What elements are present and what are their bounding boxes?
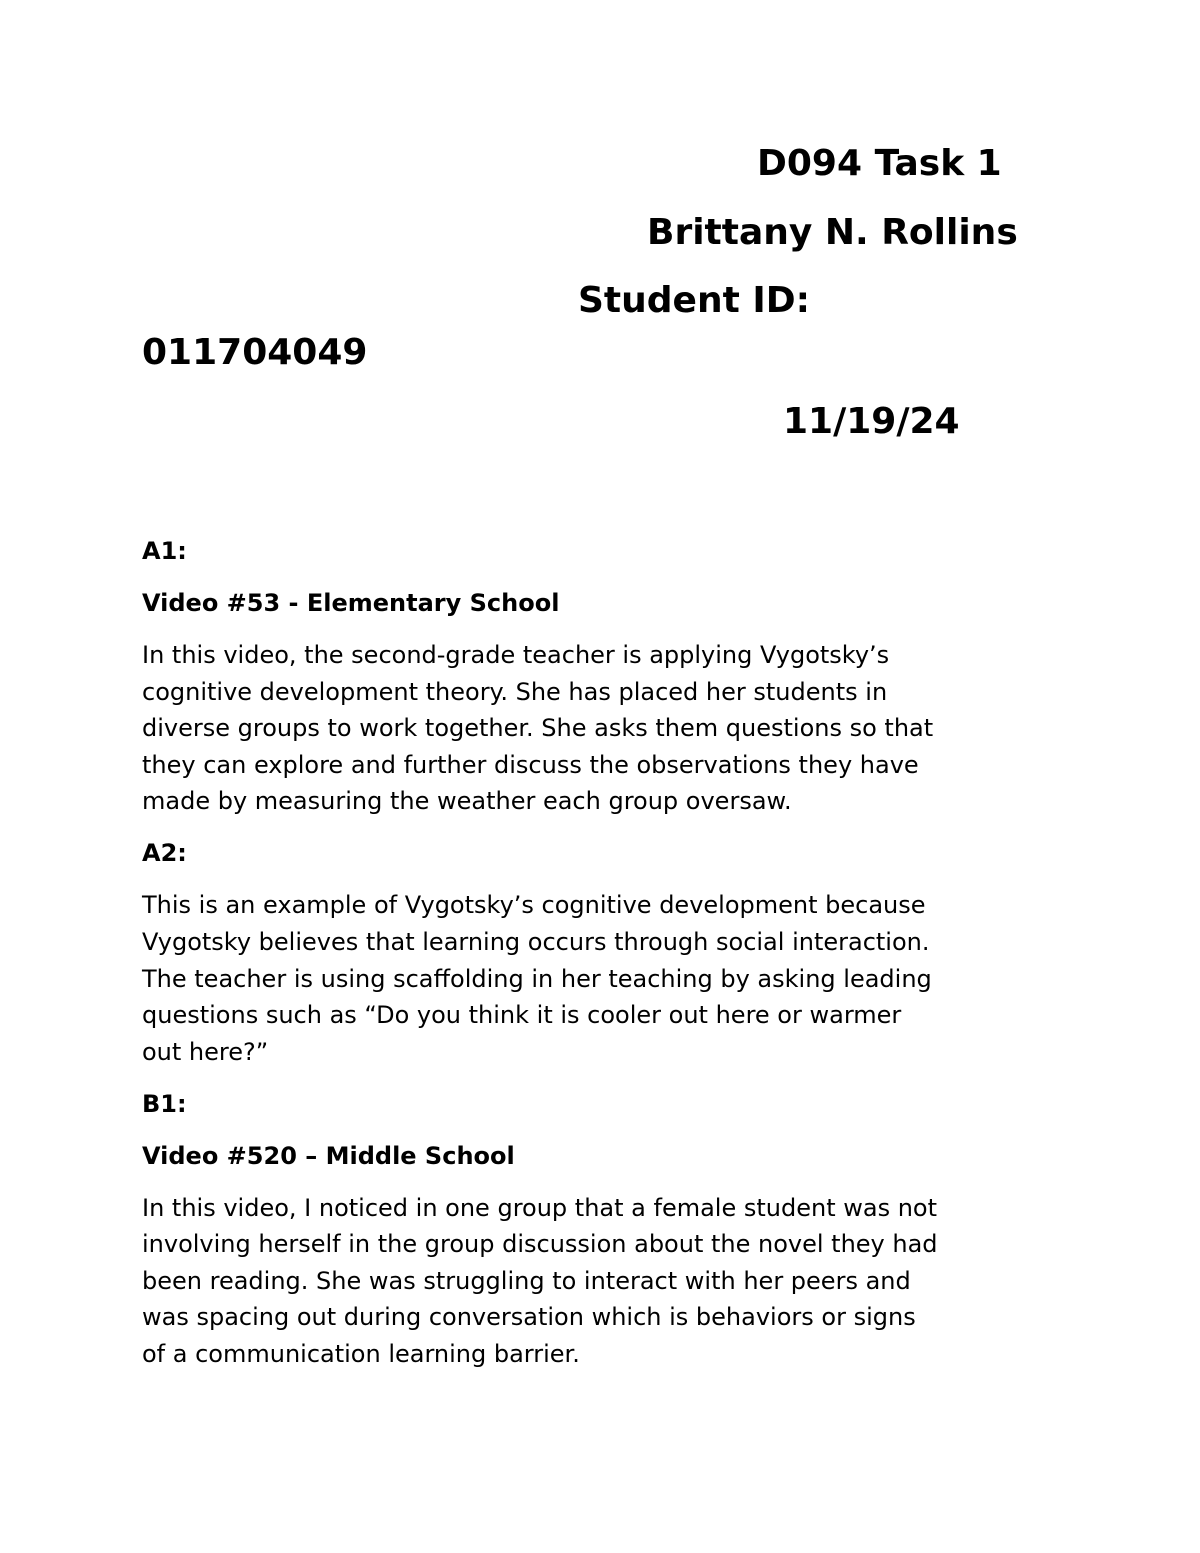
paragraph-a1 <box>142 637 1082 820</box>
document-body <box>142 533 1082 1388</box>
text-line: involving herself in the group discussion about the novel they had <box>142 1230 938 1259</box>
text-line: of a communication learning barrier. <box>142 1340 580 1369</box>
video-title-b1: Video #520 – Middle School <box>142 1141 515 1170</box>
student-id-label: Student ID: <box>578 280 810 321</box>
section-label-a1: A1: <box>142 537 187 565</box>
text-line: cognitive development theory. She has placed her students in <box>142 677 888 706</box>
task-title: D094 Task 1 <box>757 143 1002 184</box>
text-line: diverse groups to work together. She asks them questions so that <box>142 714 934 743</box>
document-date: 11/19/24 <box>783 401 960 442</box>
section-label-b1: B1: <box>142 1089 187 1118</box>
text-line: questions such as “Do you think it is cooler out here or warmer <box>142 1001 902 1030</box>
text-line: was spacing out during conversation which is behaviors or signs <box>142 1303 916 1332</box>
text-line: out here?” <box>142 1037 269 1066</box>
text-line: The teacher is using scaffolding in her teaching by asking leading <box>142 964 932 993</box>
text-line: been reading. She was struggling to interact with her peers and <box>142 1266 911 1295</box>
text-line: In this video, I noticed in one group that a female student was not <box>142 1193 937 1222</box>
text-line: made by measuring the weather each group oversaw. <box>142 787 792 816</box>
text-line: In this video, the second-grade teacher is applying Vygotsky’s <box>142 640 890 669</box>
text-line: This is an example of Vygotsky’s cognitive development because <box>142 891 926 920</box>
author-name: Brittany N. Rollins <box>647 212 1018 253</box>
video-title-a1: Video #53 - Elementary School <box>142 588 560 617</box>
paragraph-b1 <box>142 1190 1082 1373</box>
section-label-a2: A2: <box>142 839 187 868</box>
text-line: Vygotsky believes that learning occurs through social interaction. <box>142 927 930 956</box>
student-id-number: 011704049 <box>142 332 368 373</box>
paragraph-a2 <box>142 887 1082 1070</box>
text-line: they can explore and further discuss the observations they have <box>142 750 919 779</box>
